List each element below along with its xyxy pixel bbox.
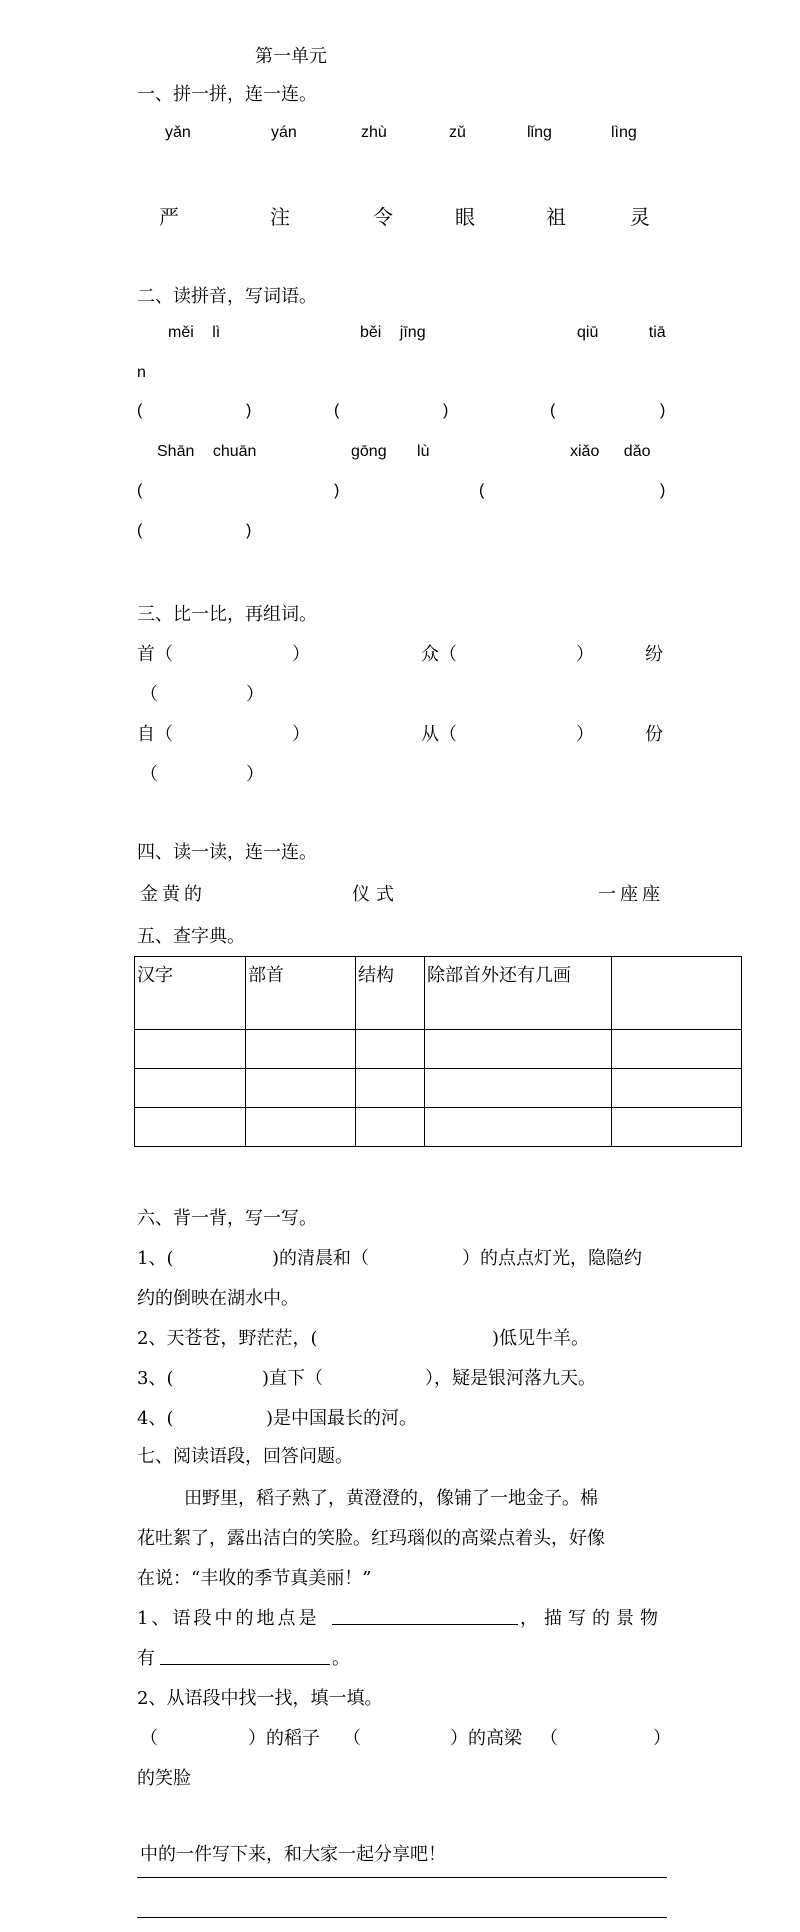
- table-cell[interactable]: [612, 1069, 742, 1108]
- table-cell[interactable]: [356, 1030, 425, 1069]
- passage-line-1: 田野里，稻子熟了，黄澄澄的，像铺了一地金子。棉: [184, 1488, 598, 1509]
- char-4: 眼: [455, 205, 475, 229]
- writing-line-1[interactable]: [137, 1877, 667, 1878]
- header-bushou: 部首: [246, 957, 356, 1030]
- answer-paren-2-close: ): [443, 402, 449, 419]
- question-2: 2、从语段中找一找，填一填。: [137, 1688, 383, 1709]
- header-hanzi: 汉字: [135, 957, 246, 1030]
- fill-3-open: （: [540, 1728, 558, 1749]
- pinyin-gonglu: gōng lù: [351, 443, 430, 460]
- question-1-b: ，描写的景物: [520, 1608, 664, 1629]
- recite-1c: ）的点点灯光，隐隐约: [462, 1248, 642, 1269]
- section-1-heading: 一、拼一拼，连一连。: [137, 84, 317, 105]
- fill-1-close: ）的稻子: [248, 1728, 320, 1749]
- phrase-2: 仪式: [352, 884, 400, 905]
- pinyin-beijing: běi jīng: [360, 324, 426, 341]
- char-3: 令: [373, 205, 393, 229]
- question-1-d: 。: [332, 1648, 350, 1669]
- pinyin-6: lìng: [611, 124, 637, 141]
- recite-4b: )是中国最长的河。: [266, 1408, 418, 1429]
- compare-2c-open: （: [140, 764, 158, 785]
- table-cell[interactable]: [612, 1108, 742, 1147]
- pinyin-2: yán: [271, 124, 297, 141]
- table-cell[interactable]: [612, 1030, 742, 1069]
- answer-paren-2-open: (: [334, 402, 340, 419]
- table-cell[interactable]: [356, 1069, 425, 1108]
- answer-paren-5-open: (: [479, 482, 485, 499]
- section-6-heading: 六、背一背，写一写。: [137, 1208, 317, 1229]
- passage-line-3: 在说：“丰收的季节真美丽！”: [137, 1568, 372, 1589]
- answer-paren-4-open: (: [137, 482, 143, 499]
- compare-2c-close: ）: [246, 764, 264, 785]
- pinyin-shanchuan: Shān chuān: [157, 443, 257, 460]
- compare-1b: 众（: [421, 644, 457, 665]
- question-1-c: 有: [137, 1648, 155, 1669]
- section-5-heading: 五、查字典。: [137, 926, 245, 947]
- compare-1c-close: ）: [246, 684, 264, 705]
- pinyin-5: lǐng: [527, 124, 552, 141]
- header-stroke-count: 除部首外还有几画: [425, 957, 612, 1030]
- char-2: 注: [270, 205, 290, 229]
- fill-3-wrap: 的笑脸: [137, 1768, 191, 1789]
- recite-2b: )低见牛羊。: [492, 1328, 590, 1349]
- answer-paren-5-close: ): [660, 482, 666, 499]
- table-cell[interactable]: [425, 1069, 612, 1108]
- section-2-heading: 二、读拼音，写词语。: [137, 286, 317, 307]
- pinyin-wrap-n: n: [137, 364, 146, 381]
- passage-line-2: 花吐絮了，露出洁白的笑脸。红玛瑙似的高粱点着头，好像: [137, 1528, 605, 1549]
- pinyin-qiutian: qiū tiā: [577, 324, 666, 341]
- pinyin-3: zhù: [361, 124, 387, 141]
- header-blank: [612, 957, 742, 1030]
- table-cell[interactable]: [425, 1108, 612, 1147]
- table-cell[interactable]: [135, 1030, 246, 1069]
- section-3-heading: 三、比一比，再组词。: [137, 604, 317, 625]
- compare-1c: 纷: [645, 644, 663, 665]
- answer-paren-3-open: (: [550, 402, 556, 419]
- recite-1a: 1、(: [137, 1248, 174, 1269]
- table-cell[interactable]: [135, 1108, 246, 1147]
- table-cell[interactable]: [356, 1108, 425, 1147]
- table-cell[interactable]: [246, 1108, 356, 1147]
- writing-line-2[interactable]: [137, 1917, 667, 1918]
- section-4-heading: 四、读一读，连一连。: [137, 842, 317, 863]
- compare-1a-close: ）: [292, 644, 310, 665]
- answer-paren-1-close: ): [246, 402, 252, 419]
- answer-paren-3-close: ): [660, 402, 666, 419]
- table-cell[interactable]: [135, 1069, 246, 1108]
- table-header-row: [135, 957, 742, 1030]
- char-5: 祖: [546, 205, 566, 229]
- fill-1-open: （: [140, 1728, 158, 1749]
- compare-1c-open: （: [140, 684, 158, 705]
- phrase-1: 金黄的: [140, 884, 206, 905]
- recite-1b: )的清晨和（: [272, 1248, 370, 1269]
- table-cell[interactable]: [425, 1030, 612, 1069]
- pinyin-4: zǔ: [449, 124, 466, 141]
- compare-2c: 份: [645, 724, 663, 745]
- answer-paren-1-open: (: [137, 402, 143, 419]
- dictionary-table: [134, 956, 742, 1147]
- char-6: 灵: [630, 205, 650, 229]
- question-1-a: 1、语段中的地点是: [137, 1608, 320, 1629]
- recite-3b: )直下（: [262, 1368, 324, 1389]
- recite-2a: 2、天苍苍，野茫茫，(: [137, 1328, 318, 1349]
- compare-2b-close: ）: [576, 724, 594, 745]
- table-row: [135, 1108, 742, 1147]
- question-1-place-blank[interactable]: [332, 1602, 518, 1625]
- share-prompt: 中的一件写下来，和大家一起分享吧！: [140, 1844, 446, 1865]
- recite-3c: ），疑是银河落九天。: [425, 1368, 596, 1389]
- fill-3-close: ）: [653, 1728, 671, 1749]
- section-7-heading: 七、阅读语段，回答问题。: [137, 1446, 353, 1467]
- char-1: 严: [159, 205, 179, 229]
- phrase-3: 一座座: [598, 884, 664, 905]
- compare-1a: 首（: [137, 644, 173, 665]
- answer-paren-4-close: ): [334, 482, 340, 499]
- pinyin-xiaodao: xiǎo dǎo: [570, 443, 651, 460]
- recite-3a: 3、(: [137, 1368, 174, 1389]
- question-1-scenery-blank[interactable]: [160, 1642, 330, 1665]
- pinyin-meili: měi lì: [168, 324, 221, 341]
- compare-1b-close: ）: [576, 644, 594, 665]
- compare-2a-close: ）: [292, 724, 310, 745]
- pinyin-1: yǎn: [165, 124, 191, 141]
- table-cell[interactable]: [246, 1030, 356, 1069]
- answer-paren-6-close: ): [246, 522, 252, 539]
- recite-4a: 4、(: [137, 1408, 174, 1429]
- fill-2-open: （: [343, 1728, 361, 1749]
- answer-paren-6-open: (: [137, 522, 143, 539]
- fill-2-close: ）的高梁: [450, 1728, 522, 1749]
- unit-title: 第一单元: [255, 46, 327, 67]
- compare-2b: 从（: [421, 724, 457, 745]
- table-row: [135, 1069, 742, 1108]
- table-row: [135, 1030, 742, 1069]
- header-jiegou: 结构: [356, 957, 425, 1030]
- table-cell[interactable]: [246, 1069, 356, 1108]
- recite-1d: 约的倒映在湖水中。: [137, 1288, 299, 1309]
- compare-2a: 自（: [137, 724, 173, 745]
